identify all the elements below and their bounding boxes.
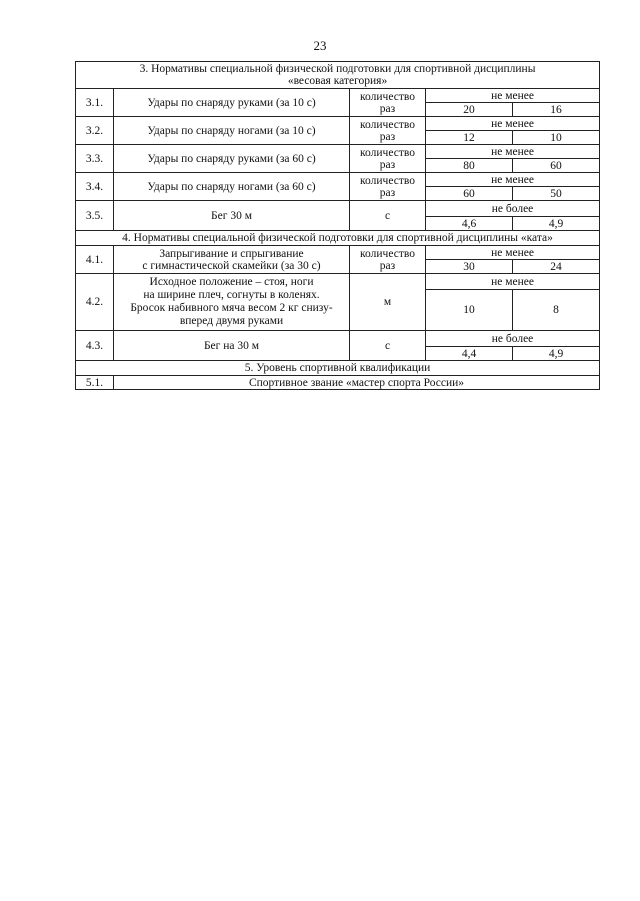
value-1: 4,4 xyxy=(426,347,513,361)
value-1: 10 xyxy=(426,290,513,331)
section-4-title: 4. Нормативы специальной физической подготовки для спортивной дисциплины «ката» xyxy=(76,231,600,246)
value-1: 20 xyxy=(426,103,513,117)
unit-cell: с xyxy=(350,201,426,231)
value-2: 10 xyxy=(513,131,600,145)
value-1: 30 xyxy=(426,260,513,274)
value-2: 60 xyxy=(513,159,600,173)
exercise-name: Удары по снаряду ногами (за 10 с) xyxy=(114,117,350,145)
unit-cell: количество раз xyxy=(350,117,426,145)
unit-cell: количество раз xyxy=(350,246,426,274)
row-number: 4.2. xyxy=(76,274,114,331)
unit-cell: количество раз xyxy=(350,145,426,173)
exercise-name: Бег на 30 м xyxy=(114,331,350,361)
row-number: 3.5. xyxy=(76,201,114,231)
value-1: 4,6 xyxy=(426,217,513,231)
section-3-header xyxy=(76,62,600,89)
value-2: 4,9 xyxy=(513,347,600,361)
row-number: 3.2. xyxy=(76,117,114,145)
section-3-title: 3. Нормативы специальной физической подготовки для спортивной дисциплины «весовая категория» xyxy=(76,62,600,89)
value-1: 60 xyxy=(426,187,513,201)
row-number: 3.4. xyxy=(76,173,114,201)
unit-cell: с xyxy=(350,331,426,361)
value-2: 16 xyxy=(513,103,600,117)
condition-label: не менее xyxy=(426,274,600,290)
table-row xyxy=(76,201,600,217)
table-row xyxy=(76,173,600,187)
value-2: 24 xyxy=(513,260,600,274)
exercise-name: Удары по снаряду руками (за 10 с) xyxy=(114,89,350,117)
table-row xyxy=(76,274,600,290)
row-number: 4.3. xyxy=(76,331,114,361)
row-number: 5.1. xyxy=(76,376,114,390)
exercise-name: Исходное положение – стоя, ноги на ширине плеч, согнуты в коленях. Бросок набивного мяча весом 2 кг снизу- вперед двумя руками xyxy=(114,274,350,331)
condition-label: не менее xyxy=(426,173,600,187)
table-row xyxy=(76,376,600,390)
table-row xyxy=(76,89,600,103)
exercise-name: Удары по снаряду руками (за 60 с) xyxy=(114,145,350,173)
condition-label: не менее xyxy=(426,117,600,131)
condition-label: не более xyxy=(426,331,600,347)
table-row xyxy=(76,117,600,131)
value-1: 12 xyxy=(426,131,513,145)
value-2: 50 xyxy=(513,187,600,201)
table-row xyxy=(76,331,600,347)
exercise-name: Удары по снаряду ногами (за 60 с) xyxy=(114,173,350,201)
unit-cell: м xyxy=(350,274,426,331)
condition-label: не менее xyxy=(426,246,600,260)
table-row xyxy=(76,145,600,159)
value-2: 8 xyxy=(513,290,600,331)
qualification-text: Спортивное звание «мастер спорта России» xyxy=(114,376,600,390)
page-number: 23 xyxy=(313,38,327,53)
exercise-name: Бег 30 м xyxy=(114,201,350,231)
value-2: 4,9 xyxy=(513,217,600,231)
section-5-title: 5. Уровень спортивной квалификации xyxy=(76,361,600,376)
table-row xyxy=(76,246,600,260)
section-5-header xyxy=(76,361,600,376)
row-number: 4.1. xyxy=(76,246,114,274)
condition-label: не более xyxy=(426,201,600,217)
value-1: 80 xyxy=(426,159,513,173)
row-number: 3.1. xyxy=(76,89,114,117)
unit-cell: количество раз xyxy=(350,89,426,117)
unit-cell: количество раз xyxy=(350,173,426,201)
condition-label: не менее xyxy=(426,89,600,103)
section-4-header xyxy=(76,231,600,246)
condition-label: не менее xyxy=(426,145,600,159)
exercise-name: Запрыгивание и спрыгивание с гимнастической скамейки (за 30 с) xyxy=(114,246,350,274)
row-number: 3.3. xyxy=(76,145,114,173)
norms-table xyxy=(75,61,600,390)
